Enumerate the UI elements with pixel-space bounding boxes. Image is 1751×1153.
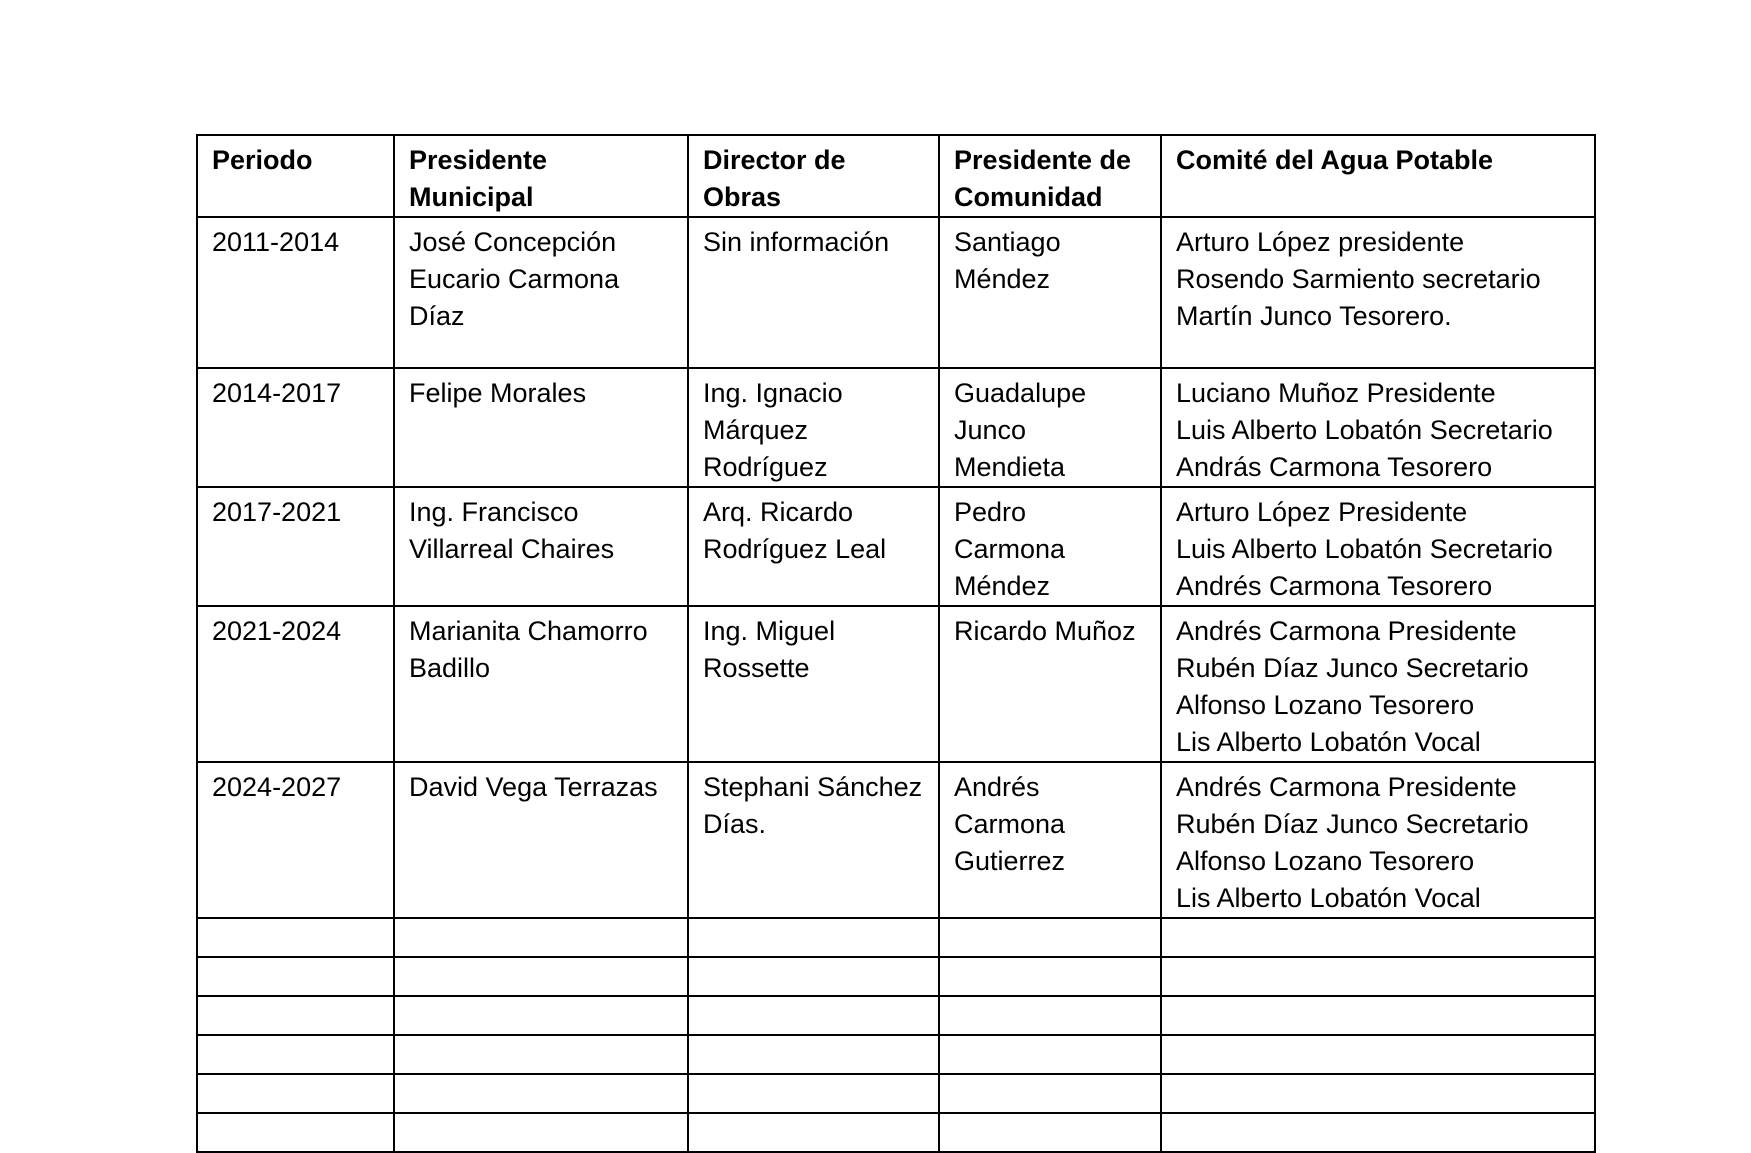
empty-cell bbox=[688, 918, 939, 957]
empty-cell bbox=[939, 996, 1161, 1035]
cell-periodo: 2024-2027 bbox=[197, 762, 394, 918]
empty-cell bbox=[394, 957, 688, 996]
cell-director-obras: Sin información bbox=[688, 217, 939, 368]
empty-cell bbox=[688, 1113, 939, 1152]
empty-cell bbox=[197, 918, 394, 957]
empty-cell bbox=[197, 957, 394, 996]
header-director-obras: Director de Obras bbox=[688, 135, 939, 217]
cell-comite: Luciano Muñoz Presidente Luis Alberto Lobatón Secretario András Carmona Tesorero bbox=[1161, 368, 1595, 487]
table-row bbox=[197, 487, 1595, 606]
empty-cell bbox=[1161, 996, 1595, 1035]
empty-cell bbox=[394, 996, 688, 1035]
cell-presidente-municipal: David Vega Terrazas bbox=[394, 762, 688, 918]
cell-periodo: 2017-2021 bbox=[197, 487, 394, 606]
empty-table-row bbox=[197, 1113, 1595, 1152]
cell-presidente-municipal: José Concepción Eucario Carmona Díaz bbox=[394, 217, 688, 368]
header-comite-agua: Comité del Agua Potable bbox=[1161, 135, 1595, 217]
cell-presidente-comunidad: Guadalupe Junco Mendieta bbox=[939, 368, 1161, 487]
cell-presidente-municipal: Felipe Morales bbox=[394, 368, 688, 487]
cell-periodo: 2021-2024 bbox=[197, 606, 394, 762]
header-presidente-comunidad: Presidente de Comunidad bbox=[939, 135, 1161, 217]
table-header-row bbox=[197, 135, 1595, 217]
empty-cell bbox=[197, 996, 394, 1035]
empty-table-row bbox=[197, 957, 1595, 996]
cell-periodo: 2014-2017 bbox=[197, 368, 394, 487]
empty-table-row bbox=[197, 996, 1595, 1035]
empty-cell bbox=[939, 957, 1161, 996]
cell-director-obras: Arq. Ricardo Rodríguez Leal bbox=[688, 487, 939, 606]
empty-cell bbox=[688, 1035, 939, 1074]
empty-cell bbox=[688, 996, 939, 1035]
cell-presidente-comunidad: Pedro Carmona Méndez bbox=[939, 487, 1161, 606]
cell-presidente-municipal: Ing. Francisco Villarreal Chaires bbox=[394, 487, 688, 606]
cell-presidente-comunidad: Santiago Méndez bbox=[939, 217, 1161, 368]
table-row bbox=[197, 217, 1595, 368]
table-row bbox=[197, 762, 1595, 918]
cell-presidente-comunidad: Andrés Carmona Gutierrez bbox=[939, 762, 1161, 918]
empty-cell bbox=[688, 957, 939, 996]
cell-director-obras: Stephani Sánchez Días. bbox=[688, 762, 939, 918]
cell-presidente-municipal: Marianita Chamorro Badillo bbox=[394, 606, 688, 762]
empty-table-row bbox=[197, 918, 1595, 957]
cell-comite: Arturo López presidente Rosendo Sarmiento secretario Martín Junco Tesorero. bbox=[1161, 217, 1595, 368]
header-periodo: Periodo bbox=[197, 135, 394, 217]
cell-director-obras: Ing. Ignacio Márquez Rodríguez bbox=[688, 368, 939, 487]
empty-cell bbox=[197, 1035, 394, 1074]
empty-cell bbox=[1161, 1035, 1595, 1074]
empty-cell bbox=[394, 918, 688, 957]
empty-cell bbox=[1161, 1113, 1595, 1152]
empty-cell bbox=[1161, 918, 1595, 957]
cell-comite: Andrés Carmona Presidente Rubén Díaz Junco Secretario Alfonso Lozano Tesorero Lis Alberto Lobatón Vocal bbox=[1161, 762, 1595, 918]
table-row bbox=[197, 368, 1595, 487]
empty-table-row bbox=[197, 1035, 1595, 1074]
empty-cell bbox=[939, 1035, 1161, 1074]
officials-table bbox=[196, 134, 1596, 1153]
empty-cell bbox=[1161, 957, 1595, 996]
empty-cell bbox=[394, 1035, 688, 1074]
cell-periodo: 2011-2014 bbox=[197, 217, 394, 368]
cell-comite: Andrés Carmona Presidente Rubén Díaz Junco Secretario Alfonso Lozano Tesorero Lis Alberto Lobatón Vocal bbox=[1161, 606, 1595, 762]
empty-cell bbox=[939, 1113, 1161, 1152]
cell-presidente-comunidad: Ricardo Muñoz bbox=[939, 606, 1161, 762]
table-row bbox=[197, 606, 1595, 762]
empty-cell bbox=[394, 1113, 688, 1152]
empty-cell bbox=[939, 918, 1161, 957]
cell-comite: Arturo López Presidente Luis Alberto Lobatón Secretario Andrés Carmona Tesorero bbox=[1161, 487, 1595, 606]
header-presidente-municipal: Presidente Municipal bbox=[394, 135, 688, 217]
empty-cell bbox=[197, 1113, 394, 1152]
cell-director-obras: Ing. Miguel Rossette bbox=[688, 606, 939, 762]
